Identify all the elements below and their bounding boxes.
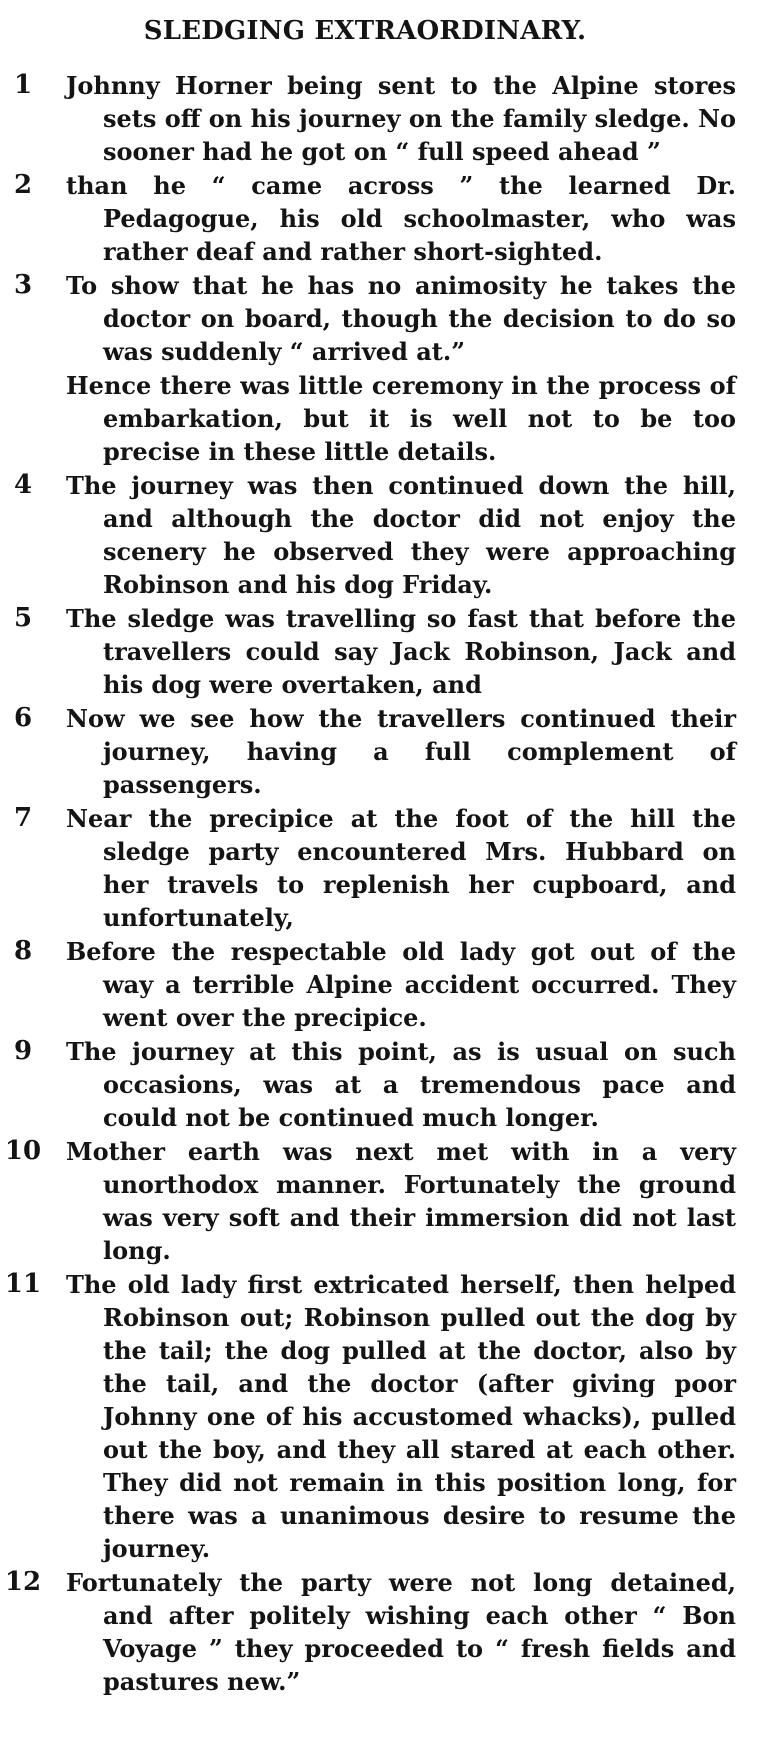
paragraph-number: 9 [13, 1036, 33, 1066]
paragraph-text: The journey was then continued down the hill, and although the doctor did not enjoy the scenery he observed they were approaching Robinson and his dog Friday. [66, 471, 736, 599]
paragraph-text: Now we see how the travellers continued their journey, having a full complement of passengers. [66, 704, 736, 799]
paragraph-number: 3 [13, 270, 33, 300]
paragraph-text: Before the respectable old lady got out of the way a terrible Alpine accident occurred. They went over the precipice. [66, 937, 736, 1032]
paragraph-number: 7 [13, 803, 33, 833]
paragraph-text: Johnny Horner being sent to the Alpine stores sets off on his journey on the family sledge. No sooner had he got on “ full speed ahead ” [66, 71, 737, 166]
paragraph-text: To show that he has no animosity he takes the doctor on board, though the decision to do so was suddenly “ arrived at.” [66, 271, 736, 366]
paragraph-11 [0, 1268, 774, 1565]
paragraph-number: 1 [13, 70, 33, 100]
paragraph-3 [0, 269, 774, 368]
paragraph-8 [0, 935, 774, 1034]
article-title: SLEDGING EXTRAORDINARY. [143, 16, 587, 46]
paragraph-text: The sledge was travelling so fast that before the travellers could say Jack Robinson, Jack and his dog were overtaken, and [66, 604, 736, 699]
paragraph-9 [0, 1035, 774, 1134]
paragraph-number: 2 [13, 170, 33, 200]
paragraph-1 [0, 69, 774, 168]
article-body [0, 69, 774, 1699]
paragraph-number: 10 [4, 1136, 42, 1166]
paragraph-12 [0, 1566, 774, 1698]
paragraph-7 [0, 802, 774, 934]
paragraph-number: 6 [13, 703, 33, 733]
paragraph-2 [0, 169, 774, 268]
paragraph-10 [0, 1135, 774, 1267]
paragraph-number: 5 [13, 603, 33, 633]
paragraph-number: 12 [4, 1567, 42, 1597]
paragraph-6 [0, 702, 774, 801]
paragraph-text: Near the precipice at the foot of the hill the sledge party encountered Mrs. Hubbard on her travels to replenish her cupboard, and unfortunately, [66, 804, 736, 932]
paragraph-4 [0, 469, 774, 601]
paragraph-text: Fortunately the party were not long detained, and after politely wishing each other “ Bon Voyage ” they proceeded to “ fresh fields and pastures new.” [66, 1568, 736, 1696]
paragraph-text: Mother earth was next met with in a very unorthodox manner. Fortunately the ground was very soft and their immersion did not last long. [66, 1137, 736, 1265]
paragraph-number: 11 [4, 1269, 42, 1299]
paragraph-5 [0, 602, 774, 701]
paragraph-text: Hence there was little ceremony in the process of embarkation, but it is well not to be too precise in these little details. [66, 371, 736, 466]
paragraph-text: The old lady first extricated herself, then helped Robinson out; Robinson pulled out the dog by the tail; the dog pulled at the doctor, also by the tail, and the doctor (after giving poor Johnny one of his accustomed whacks), pulled out the boy, and they all stared at each other. They did not remain in this position long, for there was a unanimous desire to resume the journey. [66, 1270, 736, 1563]
paragraph-3-continuation [0, 369, 774, 468]
paragraph-number: 8 [13, 936, 33, 966]
paragraph-text: The journey at this point, as is usual on such occasions, was at a tremendous pace and could not be continued much longer. [66, 1037, 736, 1132]
paragraph-text: than he “ came across ” the learned Dr. Pedagogue, his old schoolmaster, who was rather deaf and rather short-sighted. [66, 171, 736, 266]
paragraph-number: 4 [13, 470, 33, 500]
